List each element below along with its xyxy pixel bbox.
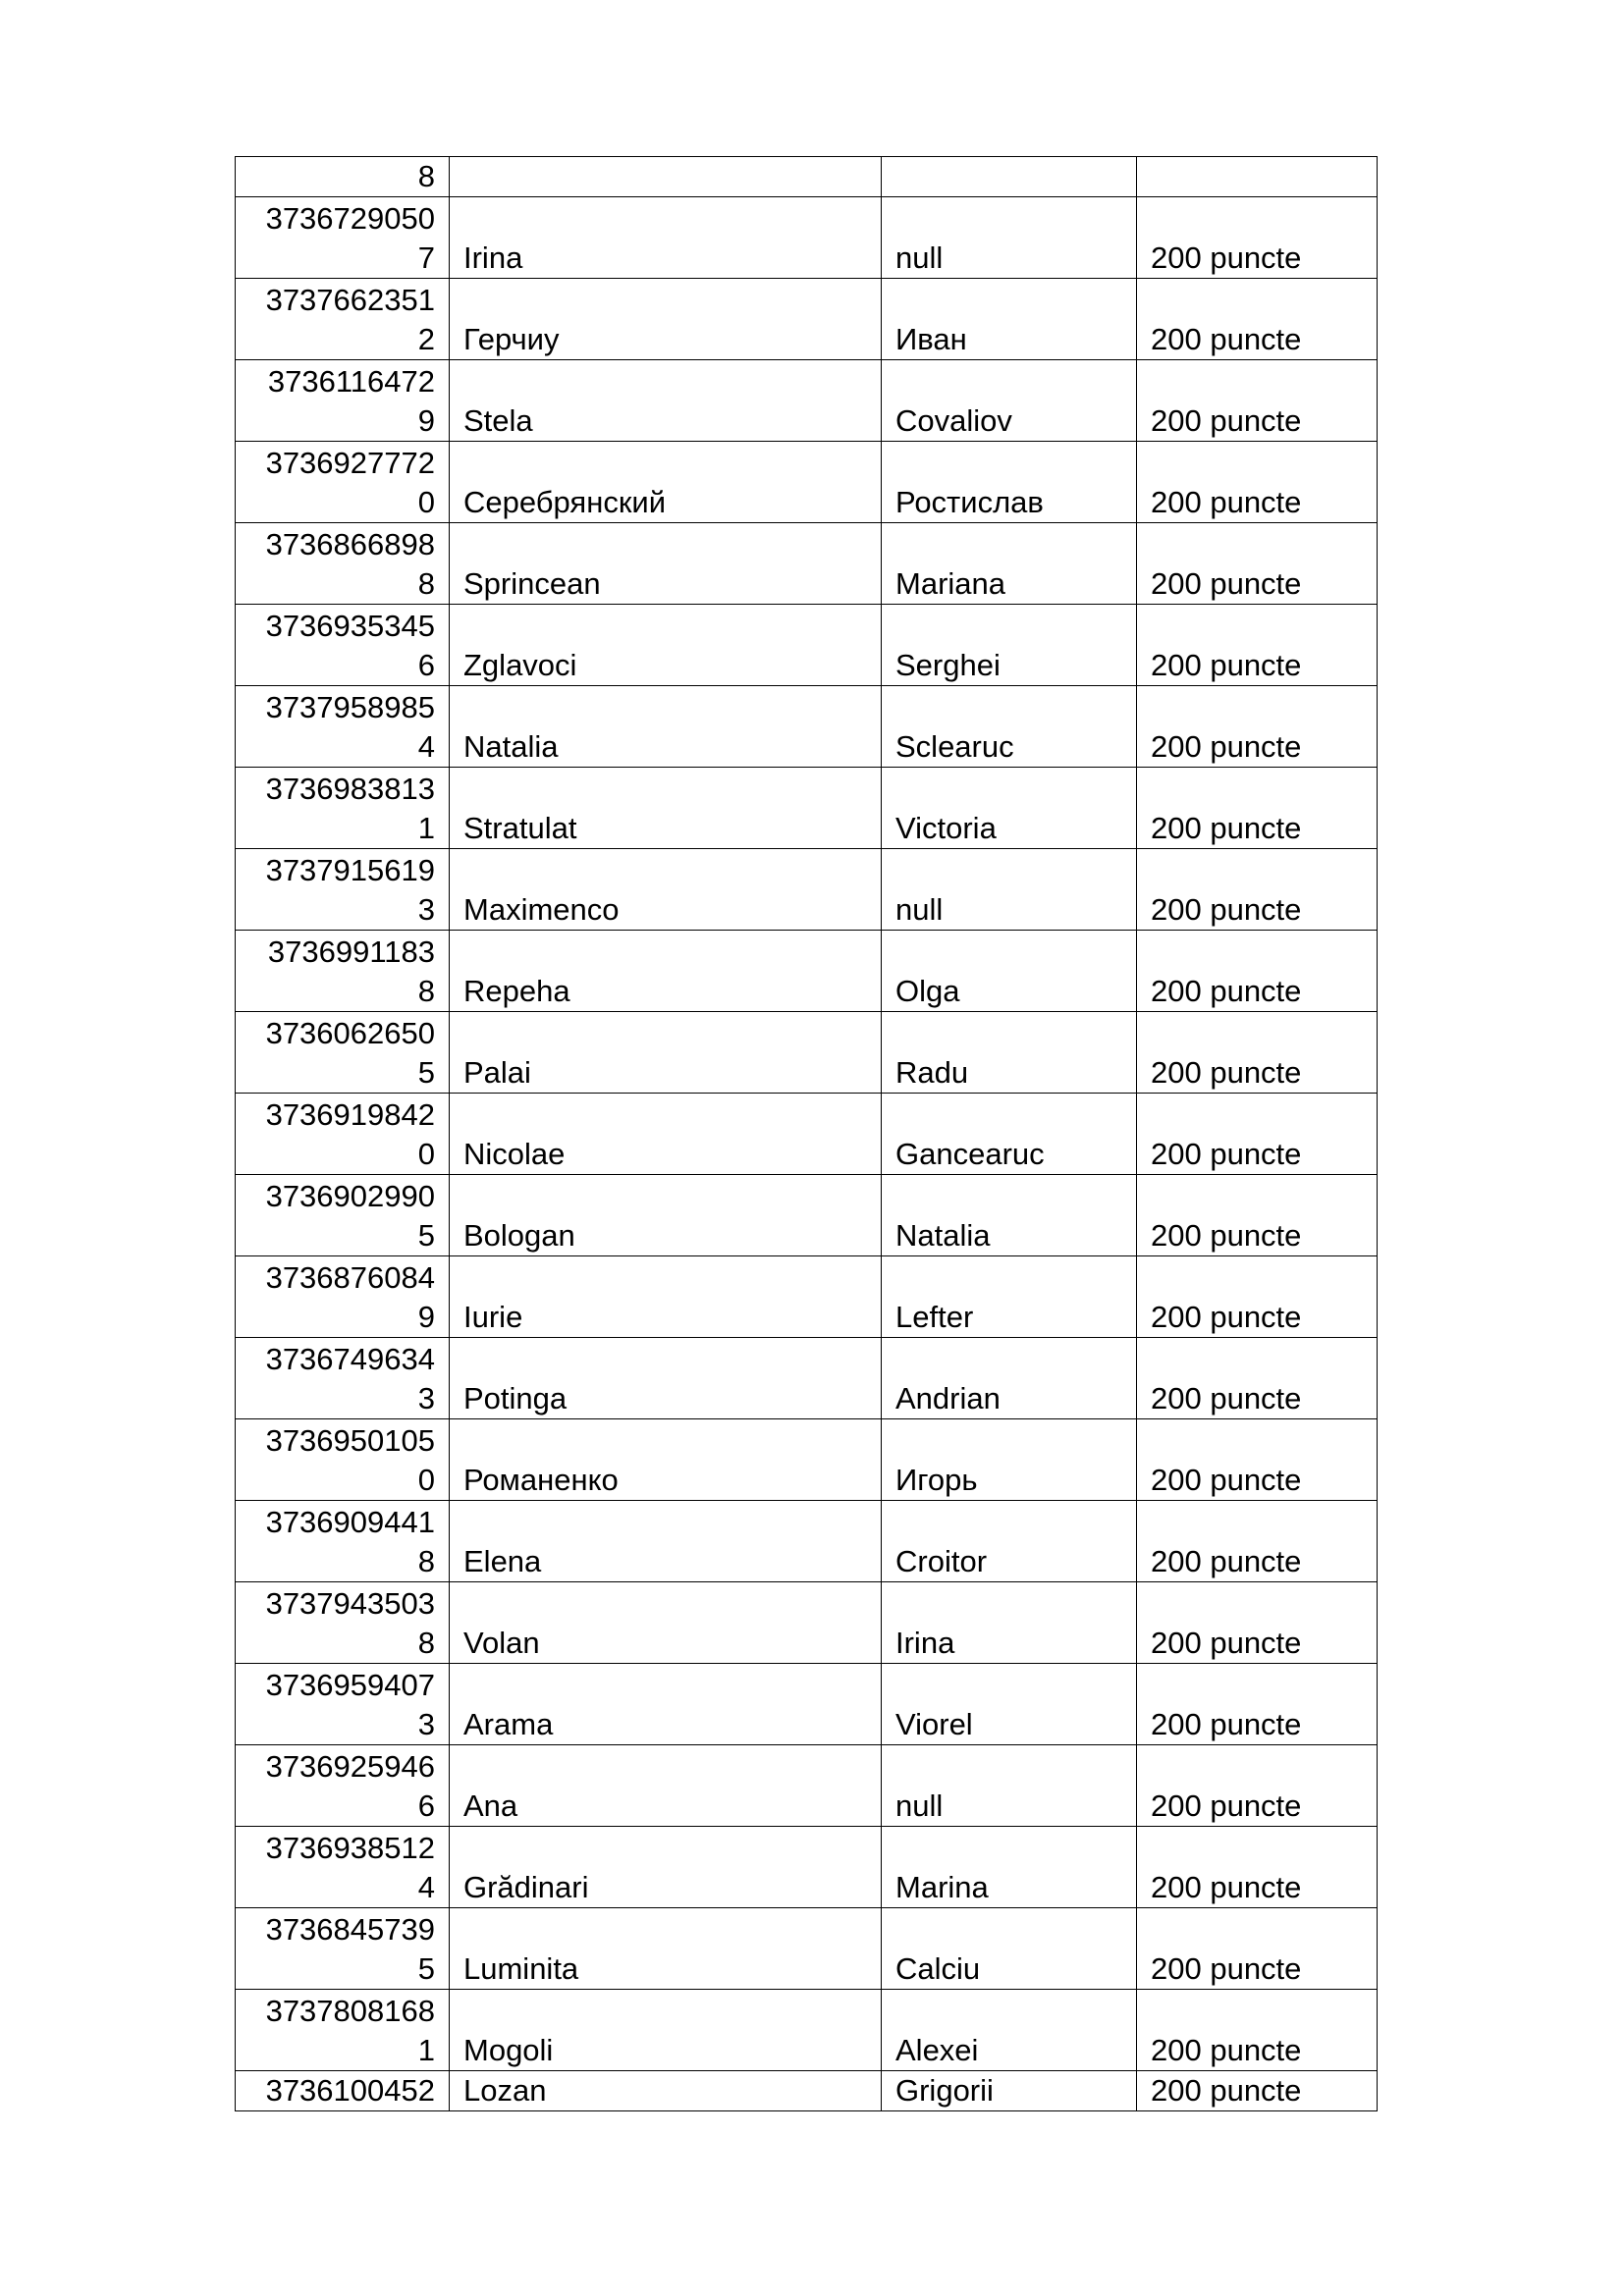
phone-bottom-text: 1 — [417, 811, 435, 845]
phone-top-text: 3737808168 — [265, 1994, 435, 2028]
phone-bottom-text: 5 — [417, 1218, 435, 1253]
phone-cell — [236, 1501, 450, 1582]
name-b-cell: Irina — [882, 1582, 1137, 1664]
name-b-cell: Alexei — [882, 1990, 1137, 2071]
phone-bottom-text: 2 — [417, 322, 435, 356]
phone-cell — [236, 157, 450, 197]
name-a-cell: Repeha — [450, 931, 882, 1012]
name-a-cell: Zglavoci — [450, 605, 882, 686]
name-a-cell: Герчиу — [450, 279, 882, 360]
phone-bottom-text: 8 — [417, 159, 435, 193]
phone-cell — [236, 1745, 450, 1827]
phone-cell — [236, 442, 450, 523]
name-b-cell — [882, 157, 1137, 197]
table-row — [236, 605, 1378, 686]
phone-cell — [236, 768, 450, 849]
phone-bottom-text: 1 — [417, 2033, 435, 2067]
table-body — [236, 157, 1378, 2111]
phone-bottom-text: 9 — [417, 1300, 435, 1334]
phone-top-text: 3736938512 — [265, 1831, 435, 1865]
points-cell: 200 puncte — [1137, 1990, 1378, 2071]
phone-cell — [236, 1012, 450, 1094]
phone-bottom-text: 8 — [417, 974, 435, 1008]
phone-top-text: 3736729050 — [265, 201, 435, 236]
name-b-cell: Игорь — [882, 1419, 1137, 1501]
points-cell: 200 puncte — [1137, 1827, 1378, 1908]
phone-top-text: 3736919842 — [265, 1097, 435, 1132]
name-a-cell: Sprincean — [450, 523, 882, 605]
points-cell: 200 puncte — [1137, 768, 1378, 849]
points-cell: 200 puncte — [1137, 1256, 1378, 1338]
phone-bottom-text: 7 — [417, 240, 435, 275]
table-row — [236, 360, 1378, 442]
name-b-cell: Sclearuc — [882, 686, 1137, 768]
phone-top-text: 3736845739 — [265, 1912, 435, 1947]
phone-cell — [236, 1664, 450, 1745]
name-b-cell: Olga — [882, 931, 1137, 1012]
name-b-cell: Calciu — [882, 1908, 1137, 1990]
phone-bottom-text: 5 — [417, 1951, 435, 1986]
phone-cell — [236, 1256, 450, 1338]
phone-cell — [236, 1827, 450, 1908]
phone-cell — [236, 849, 450, 931]
points-cell: 200 puncte — [1137, 1175, 1378, 1256]
phone-top-text: 3736062650 — [265, 1016, 435, 1050]
phone-cell — [236, 931, 450, 1012]
phone-cell — [236, 1582, 450, 1664]
name-b-cell: Croitor — [882, 1501, 1137, 1582]
phone-top-text: 3736959407 — [265, 1668, 435, 1702]
points-cell: 200 puncte — [1137, 197, 1378, 279]
name-b-cell: null — [882, 1745, 1137, 1827]
table-row — [236, 442, 1378, 523]
name-a-cell: Volan — [450, 1582, 882, 1664]
points-cell: 200 puncte — [1137, 1094, 1378, 1175]
phone-top-text: 3737943503 — [265, 1586, 435, 1621]
table-row — [236, 1664, 1378, 1745]
phone-bottom-text: 3736100452 — [265, 2073, 435, 2108]
phone-cell — [236, 1908, 450, 1990]
table-row — [236, 1501, 1378, 1582]
table-row — [236, 1338, 1378, 1419]
phone-cell — [236, 686, 450, 768]
points-cell: 200 puncte — [1137, 1419, 1378, 1501]
phone-cell — [236, 1094, 450, 1175]
name-a-cell: Iurie — [450, 1256, 882, 1338]
points-cell: 200 puncte — [1137, 1012, 1378, 1094]
phone-cell — [236, 1338, 450, 1419]
phone-cell — [236, 360, 450, 442]
phone-bottom-text: 8 — [417, 1626, 435, 1660]
phone-cell — [236, 197, 450, 279]
points-cell: 200 puncte — [1137, 1745, 1378, 1827]
name-b-cell: Ростислав — [882, 442, 1137, 523]
phone-bottom-text: 6 — [417, 1789, 435, 1823]
phone-bottom-text: 0 — [417, 1137, 435, 1171]
name-a-cell: Lozan — [450, 2071, 882, 2111]
phone-cell — [236, 605, 450, 686]
name-b-cell: Иван — [882, 279, 1137, 360]
phone-bottom-text: 9 — [417, 403, 435, 438]
phone-top-text: 3736749634 — [265, 1342, 435, 1376]
table-row — [236, 1990, 1378, 2071]
phone-cell — [236, 1419, 450, 1501]
name-a-cell: Elena — [450, 1501, 882, 1582]
name-b-cell: Marina — [882, 1827, 1137, 1908]
name-b-cell: null — [882, 197, 1137, 279]
name-a-cell: Серебрянский — [450, 442, 882, 523]
name-a-cell: Maximenco — [450, 849, 882, 931]
phone-cell — [236, 2071, 450, 2111]
name-b-cell: Mariana — [882, 523, 1137, 605]
name-b-cell: Covaliov — [882, 360, 1137, 442]
points-cell: 200 puncte — [1137, 2071, 1378, 2111]
table-row — [236, 849, 1378, 931]
name-b-cell: Viorel — [882, 1664, 1137, 1745]
table-row — [236, 1256, 1378, 1338]
phone-top-text: 3736935345 — [265, 609, 435, 643]
phone-top-text: 3736925946 — [265, 1749, 435, 1784]
phone-cell — [236, 523, 450, 605]
phone-top-text: 3736902990 — [265, 1179, 435, 1213]
table-row — [236, 1419, 1378, 1501]
phone-bottom-text: 0 — [417, 485, 435, 519]
points-cell: 200 puncte — [1137, 849, 1378, 931]
table-row — [236, 768, 1378, 849]
points-cell: 200 puncte — [1137, 686, 1378, 768]
table-row — [236, 1827, 1378, 1908]
data-table — [235, 156, 1378, 2111]
table-row — [236, 1908, 1378, 1990]
points-cell: 200 puncte — [1137, 1664, 1378, 1745]
phone-top-text: 3736983813 — [265, 772, 435, 806]
phone-bottom-text: 3 — [417, 1381, 435, 1415]
points-cell: 200 puncte — [1137, 605, 1378, 686]
table-row — [236, 931, 1378, 1012]
points-cell: 200 puncte — [1137, 360, 1378, 442]
phone-top-text: 3737915619 — [265, 853, 435, 887]
name-b-cell: Victoria — [882, 768, 1137, 849]
name-a-cell: Stela — [450, 360, 882, 442]
table-row — [236, 1094, 1378, 1175]
name-a-cell: Grădinari — [450, 1827, 882, 1908]
phone-bottom-text: 8 — [417, 566, 435, 601]
points-cell: 200 puncte — [1137, 1908, 1378, 1990]
phone-bottom-text: 8 — [417, 1544, 435, 1578]
points-cell — [1137, 157, 1378, 197]
phone-top-text: 3737662351 — [265, 283, 435, 317]
phone-top-text: 3736909441 — [265, 1505, 435, 1539]
phone-top-text: 3736876084 — [265, 1260, 435, 1295]
phone-bottom-text: 6 — [417, 648, 435, 682]
points-cell: 200 puncte — [1137, 1501, 1378, 1582]
phone-bottom-text: 0 — [417, 1463, 435, 1497]
name-a-cell: Arama — [450, 1664, 882, 1745]
points-cell: 200 puncte — [1137, 279, 1378, 360]
points-cell: 200 puncte — [1137, 442, 1378, 523]
name-a-cell: Stratulat — [450, 768, 882, 849]
phone-cell — [236, 1175, 450, 1256]
name-b-cell: Serghei — [882, 605, 1137, 686]
table-row — [236, 157, 1378, 197]
phone-top-text: 3736116472 — [267, 364, 435, 399]
phone-top-text: 3737958985 — [265, 690, 435, 724]
table-row — [236, 197, 1378, 279]
name-a-cell: Mogoli — [450, 1990, 882, 2071]
name-a-cell: Bologan — [450, 1175, 882, 1256]
name-b-cell: Radu — [882, 1012, 1137, 1094]
name-a-cell: Irina — [450, 197, 882, 279]
points-cell: 200 puncte — [1137, 523, 1378, 605]
name-a-cell: Palai — [450, 1012, 882, 1094]
name-a-cell: Potinga — [450, 1338, 882, 1419]
table-row — [236, 1745, 1378, 1827]
name-b-cell: Grigorii — [882, 2071, 1137, 2111]
name-b-cell: null — [882, 849, 1137, 931]
name-a-cell: Ana — [450, 1745, 882, 1827]
table-row — [236, 2071, 1378, 2111]
phone-cell — [236, 279, 450, 360]
name-a-cell: Романенко — [450, 1419, 882, 1501]
name-b-cell: Gancearuc — [882, 1094, 1137, 1175]
name-b-cell: Natalia — [882, 1175, 1137, 1256]
phone-top-text: 3736950105 — [265, 1423, 435, 1458]
name-a-cell — [450, 157, 882, 197]
points-cell: 200 puncte — [1137, 1582, 1378, 1664]
phone-top-text: 3736991183 — [267, 934, 435, 969]
phone-bottom-text: 4 — [417, 1870, 435, 1904]
table-row — [236, 279, 1378, 360]
points-cell: 200 puncte — [1137, 1338, 1378, 1419]
table-row — [236, 686, 1378, 768]
phone-bottom-text: 5 — [417, 1055, 435, 1090]
table-row — [236, 1175, 1378, 1256]
name-b-cell: Andrian — [882, 1338, 1137, 1419]
name-a-cell: Nicolae — [450, 1094, 882, 1175]
phone-bottom-text: 4 — [417, 729, 435, 764]
table-row — [236, 1582, 1378, 1664]
table-row — [236, 523, 1378, 605]
phone-top-text: 3736866898 — [265, 527, 435, 561]
name-b-cell: Lefter — [882, 1256, 1137, 1338]
name-a-cell: Luminita — [450, 1908, 882, 1990]
points-cell: 200 puncte — [1137, 931, 1378, 1012]
phone-bottom-text: 3 — [417, 892, 435, 927]
table-row — [236, 1012, 1378, 1094]
phone-cell — [236, 1990, 450, 2071]
phone-top-text: 3736927772 — [265, 446, 435, 480]
phone-bottom-text: 3 — [417, 1707, 435, 1741]
name-a-cell: Natalia — [450, 686, 882, 768]
